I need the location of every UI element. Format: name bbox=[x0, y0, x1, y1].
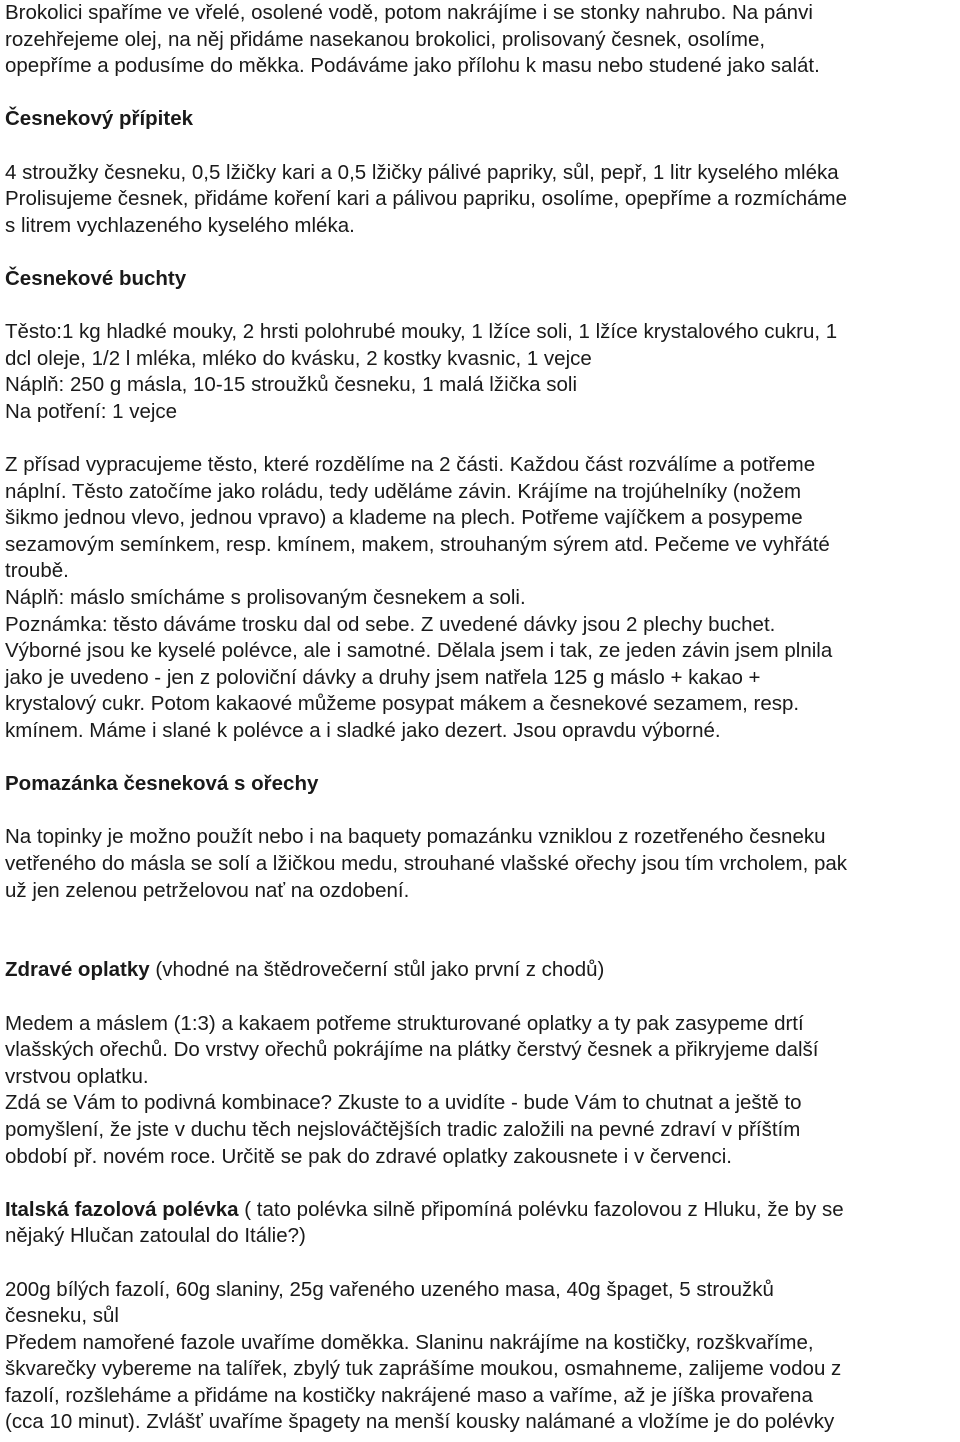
text-line: 4 stroužky česneku, 0,5 lžičky kari a 0,5 lžičky pálivé papriky, sůl, pepř, 1 litr kyselého mléka bbox=[5, 160, 839, 184]
text-line: náplní. Těsto zatočíme jako roládu, tedy uděláme závin. Krájíme na trojúhelníky (nožem bbox=[5, 479, 802, 503]
text-line: kmínem. Máme i slané k polévce a i sladké jako dezert. Jsou opravdu výborné. bbox=[5, 719, 721, 743]
section-title: Česnekový přípitek bbox=[5, 107, 193, 131]
text-line: rozehřejeme olej, na něj přidáme nasekanou brokolici, prolisovaný česnek, osolíme, bbox=[5, 27, 766, 51]
section-pripitek bbox=[5, 106, 958, 239]
text-line: s litrem vychlazeného kyselého mléka. bbox=[5, 213, 355, 237]
text-line: (cca 10 minut). Zvlášť uvaříme špagety na menší kousky nalámané a vložíme je do polévky bbox=[5, 1410, 835, 1434]
section-title-suffix: (vhodné na štědrovečerní stůl jako první z chodů) bbox=[149, 958, 605, 982]
section-oplatky bbox=[5, 957, 958, 1170]
section-title-line-2: nějaký Hlučan zatoulal do Itálie?) bbox=[5, 1224, 306, 1248]
text-line: Výborné jsou ke kyselé polévce, ale i samotné. Dělala jsem i tak, ze jeden závin jsem plnila bbox=[5, 639, 833, 663]
section-title: Česnekové buchty bbox=[5, 266, 187, 290]
text-line: Prolisujeme česnek, přidáme koření kari a pálivou papriku, osolíme, opepříme a rozmícháme bbox=[5, 187, 848, 211]
text-line: vetřeného do másla se solí a lžičkou medu, strouhané vlašské ořechy jsou tím vrcholem, pak bbox=[5, 852, 848, 875]
text-line: Medem a máslem (1:3) a kakaem potřeme strukturované oplatky a ty pak zasypeme drtí bbox=[5, 1011, 804, 1035]
text-line: troubě. bbox=[5, 559, 69, 583]
text-line: pomyšlení, že jste v duchu těch nejslováčtějších tradic založili na pevné zdraví v příštím bbox=[5, 1117, 801, 1141]
section-title-suffix: ( tato polévka silně připomíná polévku fazolovou z Hluku, že by se bbox=[238, 1197, 844, 1221]
text-line: fazolí, rozšleháme a přidáme na kostičky nakrájené maso a vaříme, až je jíška provařena bbox=[5, 1383, 813, 1407]
section-title: Italská fazolová polévka bbox=[5, 1197, 239, 1221]
intro-paragraph bbox=[5, 0, 958, 80]
text-line: vrstvou oplatku. bbox=[5, 1064, 149, 1088]
section-title-line bbox=[5, 957, 958, 984]
text-line: Z přísad vypracujeme těsto, které rozdělíme na 2 části. Každou část rozválíme a potřeme bbox=[5, 453, 816, 477]
text-line: už jen zelenou petrželovou nať na ozdobení. bbox=[5, 878, 410, 902]
text-line: Zdá se Vám to podivná kombinace? Zkuste to a uvidíte - bude Vám to chutnat a ještě to bbox=[5, 1091, 802, 1115]
text-line: Na topinky je možno použít nebo i na baquety pomazánku vzniklou z rozetřeného česneku bbox=[5, 825, 826, 849]
text-line: Brokolici spaříme ve vřelé, osolené vodě, potom nakrájíme i se stonky nahrubo. Na pánvi bbox=[5, 1, 813, 24]
text-line: vlašských ořechů. Do vrstvy ořechů pokrájíme na plátky čerstvý česnek a přikryjeme další bbox=[5, 1038, 819, 1062]
text-line: Náplň: máslo smícháme s prolisovaným česnekem a soli. bbox=[5, 586, 526, 610]
ingredient-line: dcl oleje, 1/2 l mléka, mléko do kvásku, 2 kostky kvasnic, 1 vejce bbox=[5, 346, 592, 370]
text-line: období př. novém roce. Určitě se pak do zdravé oplatky zakousnete i v červenci. bbox=[5, 1144, 732, 1168]
ingredient-line: česneku, sůl bbox=[5, 1304, 119, 1328]
section-buchty bbox=[5, 266, 958, 745]
text-line: Předem namořené fazole uvaříme doměkka. Slaninu nakrájíme na kostičky, rozškvaříme, bbox=[5, 1330, 814, 1354]
text-line: Poznámka: těsto dáváme trosku dal od sebe. Z uvedené dávky jsou 2 plechy buchet. bbox=[5, 612, 776, 636]
text-line: opepříme a podusíme do měkka. Podáváme jako přílohu k masu nebo studené jako salát. bbox=[5, 54, 820, 78]
text-line: škvarečky vybereme na talířek, zbylý tuk zaprášíme moukou, osmahneme, zalijeme vodou z bbox=[5, 1357, 842, 1381]
ingredient-line: 200g bílých fazolí, 60g slaniny, 25g vařeného uzeného masa, 40g špaget, 5 stroužků bbox=[5, 1277, 774, 1301]
text-line: jako je uvedeno - jen z poloviční dávky a druhy jsem natřela 125 g máslo + kakao + bbox=[5, 665, 761, 689]
ingredient-line: Těsto:1 kg hladké mouky, 2 hrsti polohrubé mouky, 1 lžíce soli, 1 lžíce krystalového cukru, 1 bbox=[5, 320, 838, 344]
text-line: šikmo jednou vlevo, jednou vpravo) a klademe na plech. Potřeme vajíčkem a posypeme bbox=[5, 506, 803, 530]
section-pomazanka bbox=[5, 771, 958, 904]
section-title: Pomazánka česneková s ořechy bbox=[5, 772, 319, 796]
text-line: krystalový cukr. Potom kakaové můžeme posypat mákem a česnekové sezamem, resp. bbox=[5, 692, 800, 716]
ingredient-line: Na potření: 1 vejce bbox=[5, 399, 178, 423]
section-polevka bbox=[5, 1197, 958, 1436]
text-line: sezamovým semínkem, resp. kmínem, makem, strouhaným sýrem atd. Pečeme ve vyhřáté bbox=[5, 532, 830, 556]
document-page bbox=[5, 0, 958, 1436]
section-title-line bbox=[5, 1197, 958, 1224]
section-title: Zdravé oplatky bbox=[5, 958, 150, 982]
ingredient-line: Náplň: 250 g másla, 10-15 stroužků česneku, 1 malá lžička soli bbox=[5, 373, 578, 397]
